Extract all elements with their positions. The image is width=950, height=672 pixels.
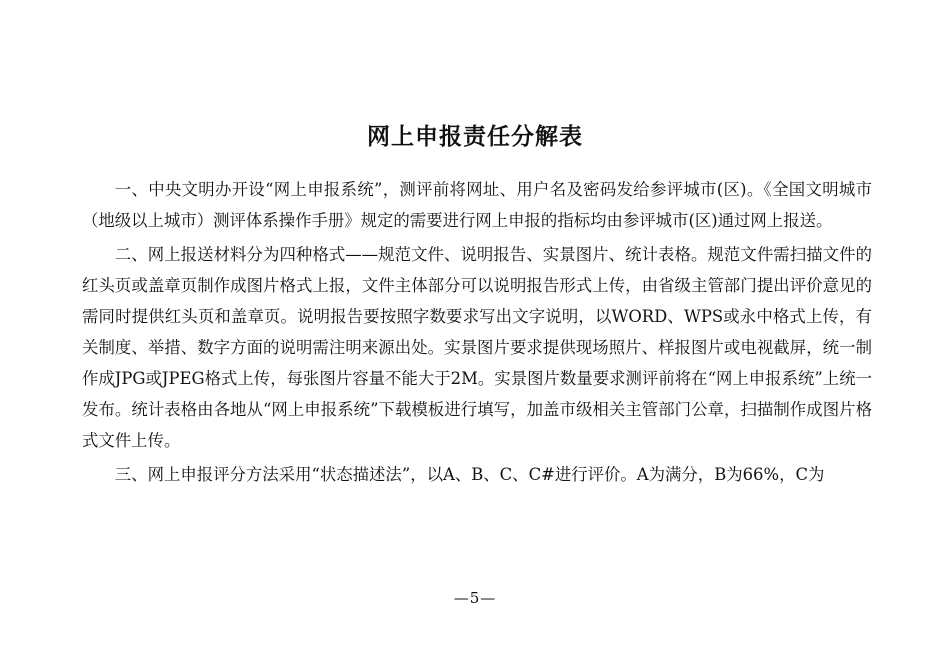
document-title: 网上申报责任分解表: [367, 123, 583, 150]
paragraph-3: 三、网上申报评分方法采用“状态描述法”，以A、B、C、C#进行评价。A为满分，B为66%，C为: [114, 465, 825, 484]
page-number: —5—: [453, 589, 497, 607]
paragraph-2: 二、网上报送材料分为四种格式——规范文件、说明报告、实景图片、统计表格。规范文件需扫描文件的红头页或盖章页制作成图片格式上报，文件主体部分可以说明报告形式上传，由省级主管部门提出评价意见的需同时提供红头页和盖章页。说明报告要按照字数要求写出文字说明，以WORD、WPS或永中格式上传，有关制度、举措、数字方面的说明需注明来源出处。实景图片要求提供现场照片、样报图片或电视截屏，统一制作成JPG或JPEG格式上传，每张图片容量不能大于2M。实景图片数量要求测评前将在“网上申报系统”上统一发布。统计表格由各地从“网上申报系统”下载模板进行填写，加盖市级相关主管部门公章，扫描制作成图片格式文件上传。: [82, 245, 872, 450]
paragraph-1: 一、中央文明办开设“网上申报系统”，测评前将网址、用户名及密码发给参评城市(区)。《全国文明城市（地级以上城市）测评体系操作手册》规定的需要进行网上申报的指标均由参评城市(区)通过网上报送。: [82, 180, 872, 230]
document-body: [82, 174, 872, 493]
